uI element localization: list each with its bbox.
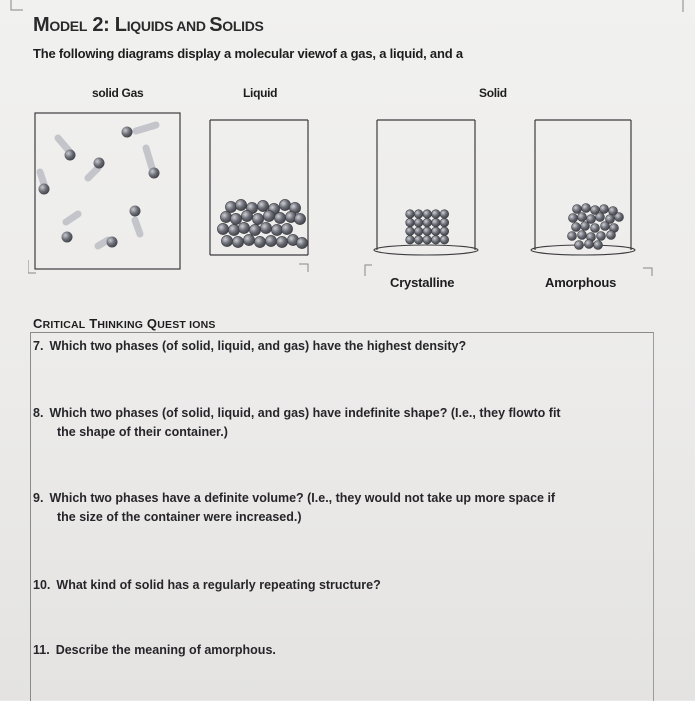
particle — [225, 201, 236, 212]
particle — [582, 204, 591, 213]
gas-particle — [94, 158, 105, 169]
amorphous-particles — [568, 204, 624, 250]
particle — [406, 236, 415, 245]
caption-crystalline: Crystalline — [390, 275, 455, 290]
particle — [252, 213, 263, 224]
particle — [271, 224, 282, 235]
particle — [573, 205, 582, 214]
particle — [265, 235, 276, 246]
particle — [578, 231, 587, 240]
particle — [585, 240, 594, 249]
particle — [217, 223, 228, 234]
particle — [615, 213, 624, 222]
question-7: 7. Which two phases (of solid, liquid, and gas) have the highest density? — [33, 339, 467, 353]
particle — [607, 231, 616, 240]
label-solid: Solid — [479, 86, 507, 100]
gas-particle — [62, 232, 73, 243]
intro-text: The following diagrams display a molecular viewof a gas, a liquid, and a — [33, 46, 463, 61]
particle — [232, 236, 243, 247]
particle — [294, 213, 305, 224]
particle — [601, 222, 610, 231]
question-9: 9. Which two phases have a definite volume? (I.e., they would not take up more space if the size of the container were increased.) — [33, 491, 556, 524]
particle — [440, 210, 449, 219]
gas-diagram — [28, 110, 188, 275]
particle — [440, 218, 449, 227]
particle — [230, 213, 241, 224]
corner-bracket-mark — [10, 0, 24, 12]
particle — [594, 241, 603, 250]
particle — [281, 223, 292, 234]
particle — [440, 227, 449, 236]
particle — [274, 212, 285, 223]
crystalline-diagram — [362, 112, 482, 277]
question-8: 8. Which two phases (of solid, liquid, and gas) have indefinite shape? (I.e., they flowto fit the shape of their container.) — [33, 406, 561, 439]
gas-particle — [149, 168, 160, 179]
label-solid-gas: solid Gas — [92, 86, 144, 100]
gas-particle — [65, 150, 76, 161]
particle — [243, 234, 254, 245]
particle — [260, 222, 271, 233]
particle — [568, 232, 577, 241]
particle — [432, 236, 441, 245]
particle — [276, 236, 287, 247]
question-11: 11. Describe the meaning of amorphous. — [33, 643, 276, 657]
particle — [235, 199, 246, 210]
particle — [257, 200, 268, 211]
question-10: 10. What kind of solid has a regularly repeating structure? — [33, 578, 381, 592]
critical-thinking-heading: CRITICAL THINKING QUEST IONS — [33, 316, 216, 331]
caption-amorphous: Amorphous — [545, 275, 617, 290]
particle — [406, 210, 415, 219]
crystalline-particles — [406, 210, 449, 244]
particle — [575, 241, 584, 250]
particle — [423, 210, 432, 219]
particle — [263, 210, 274, 221]
particle — [279, 199, 290, 210]
particle — [414, 236, 423, 245]
particle — [228, 224, 239, 235]
particle — [423, 227, 432, 236]
particle — [581, 222, 590, 231]
particle — [423, 218, 432, 227]
particle — [423, 236, 432, 245]
particle — [241, 210, 252, 221]
gas-particle — [39, 184, 50, 195]
particle — [572, 223, 581, 232]
particle — [600, 205, 609, 214]
particle — [221, 235, 232, 246]
particle — [406, 227, 415, 236]
particle — [432, 218, 441, 227]
particle — [296, 237, 307, 248]
particle — [440, 236, 449, 245]
particle — [254, 236, 265, 247]
particle — [569, 214, 578, 223]
particle — [597, 232, 606, 241]
particle — [249, 224, 260, 235]
particle — [596, 213, 605, 222]
particle — [220, 211, 231, 222]
gas-particle — [122, 127, 133, 138]
liquid-diagram — [205, 112, 315, 277]
particle — [432, 227, 441, 236]
gas-particles — [39, 125, 160, 248]
gas-particle — [107, 237, 118, 248]
corner-bracket-mark-right — [682, 0, 694, 14]
particle — [414, 227, 423, 236]
particle — [414, 210, 423, 219]
particle — [414, 218, 423, 227]
particle — [578, 213, 587, 222]
particle — [406, 218, 415, 227]
label-liquid: Liquid — [243, 86, 278, 100]
model-title: MODEL 2: LIQUIDS AND SOLIDS — [33, 14, 264, 36]
particle — [591, 224, 600, 233]
particle — [432, 210, 441, 219]
particle — [238, 222, 249, 233]
amorphous-diagram — [525, 112, 665, 277]
liquid-particles — [217, 199, 307, 248]
gas-particle — [130, 206, 141, 217]
